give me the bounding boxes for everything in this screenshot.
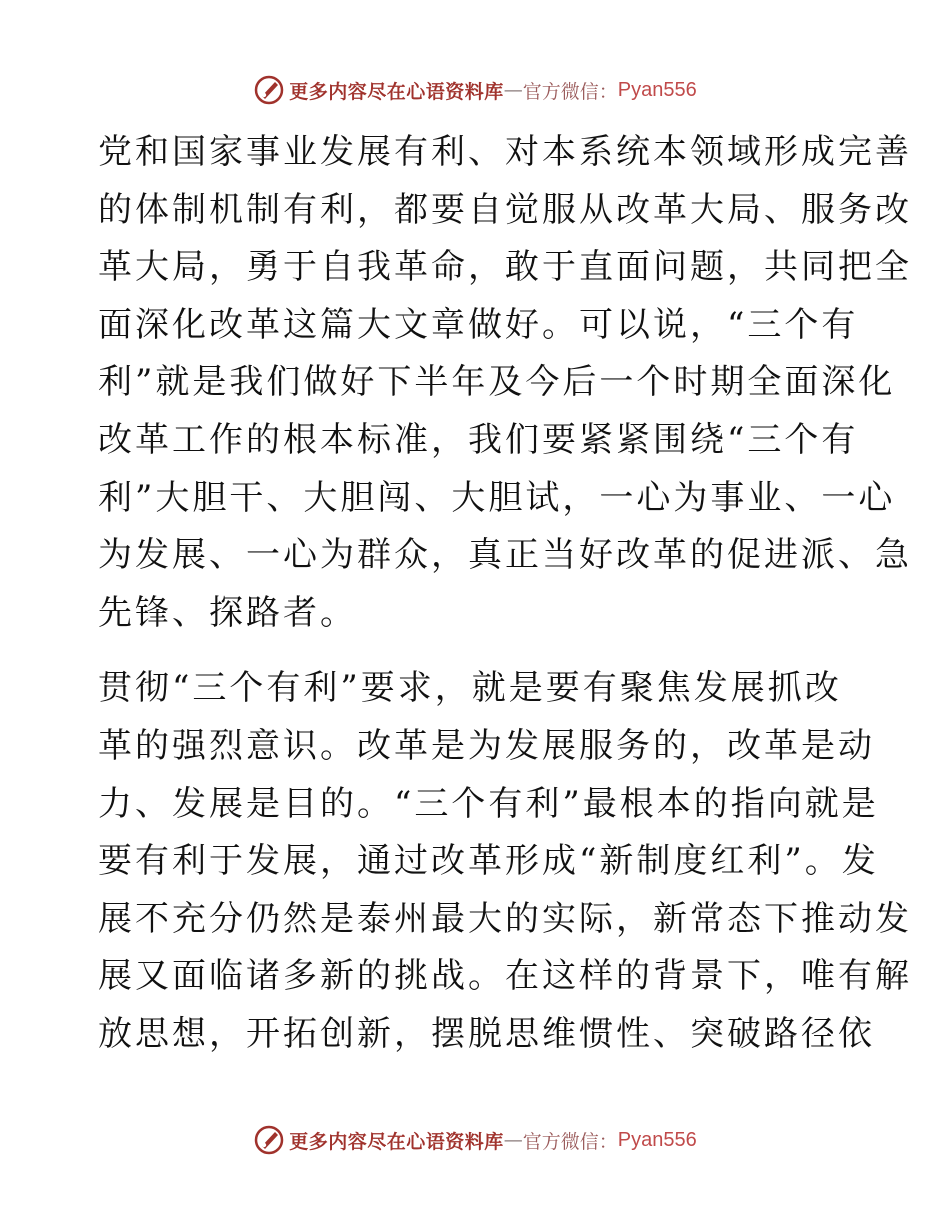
text-line: 党和国家事业发展有利、对本系统本领域形成完善 [98, 132, 912, 172]
paragraph-1 [98, 124, 912, 642]
text-line: 革的强烈意识。改革是为发展服务的，改革是动 [98, 725, 875, 766]
text-line: 要有利于发展，通过改革形成“新制度红利”。发 [98, 841, 879, 882]
paragraph-2 [98, 660, 912, 1063]
footer-wechat-id: Pyan556 [617, 1128, 697, 1151]
text-line: 先锋、探路者。 [98, 592, 357, 633]
header-dash: — [503, 79, 523, 101]
footer-dash: — [503, 1129, 523, 1151]
footer-text: 更多内容尽在心语资料库 [289, 1130, 504, 1153]
text-line: 面深化改革这篇大文章做好。可以说，“三个有 [98, 304, 859, 345]
text-line: 力、发展是目的。“三个有利”最根本的指向就是 [98, 783, 879, 824]
text-line: 放思想，开拓创新，摆脱思维惯性、突破路径依 [98, 1013, 875, 1054]
text-line: 革大局，勇于自我革命，敢于直面问题，共同把全 [98, 247, 912, 288]
header-text: 更多内容尽在心语资料库 [289, 80, 504, 103]
logo-icon [253, 1124, 285, 1156]
logo-icon [253, 74, 285, 106]
text-line: 展又面临诸多新的挑战。在这样的背景下，唯有解 [98, 956, 912, 997]
text-line: 利”就是我们做好下半年及今后一个时期全面深化 [98, 362, 896, 403]
header-banner [0, 70, 950, 110]
text-line: 贯彻“三个有利”要求，就是要有聚焦发展抓改 [98, 668, 842, 709]
text-line: 改革工作的根本标准，我们要紧紧围绕“三个有 [98, 419, 859, 460]
text-line: 的体制机制有利，都要自觉服从改革大局、服务改 [98, 189, 912, 230]
header-wechat-label: 官方微信： [522, 80, 618, 103]
paragraph-gap [98, 642, 850, 660]
footer-banner [0, 1120, 950, 1160]
document-body [98, 124, 912, 1064]
header-wechat-id: Pyan556 [617, 78, 697, 101]
text-line: 展不充分仍然是泰州最大的实际，新常态下推动发 [98, 898, 912, 939]
footer-wechat-label: 官方微信： [522, 1130, 618, 1153]
text-line: 为发展、一心为群众，真正当好改革的促进派、急 [98, 535, 912, 576]
text-line: 利”大胆干、大胆闯、大胆试，一心为事业、一心 [98, 477, 896, 518]
